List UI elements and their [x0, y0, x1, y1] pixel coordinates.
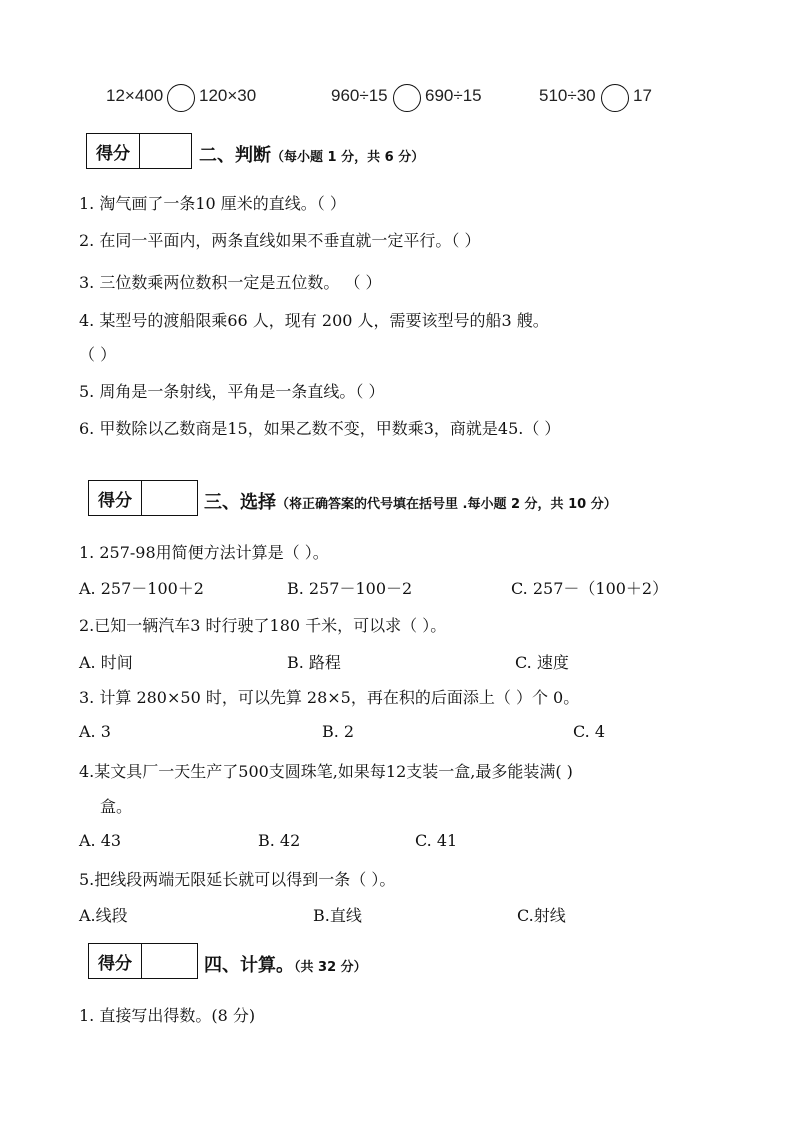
score-label: 得分 — [87, 134, 140, 168]
judge-item-6: 6. 甲数除以乙数商是15，如果乙数不变，甲数乘3，商就是45.（ ） — [79, 419, 561, 438]
choice-q5-stem: 5.把线段两端无限延长就可以得到一条（ ）。 — [79, 870, 396, 889]
judge-item-5: 5. 周角是一条射线，平角是一条直线。（ ） — [79, 382, 385, 401]
comparison-left-1: 12×400 — [106, 86, 164, 105]
score-blank[interactable] — [142, 944, 197, 978]
choice-q4-stem: 4.某文具厂一天生产了500支圆珠笔,如果每12支装一盒,最多能装满( ) — [79, 762, 573, 781]
section4-title: 四、计算。 — [204, 955, 294, 976]
choice-q5-option-b[interactable]: B.直线 — [313, 906, 362, 925]
section4-heading — [204, 951, 367, 977]
choice-q4-stem-cont: 盒。 — [100, 797, 133, 816]
score-label: 得分 — [89, 944, 142, 978]
section2-heading — [199, 141, 424, 167]
choice-q1-stem: 1. 257-98用简便方法计算是（ ）。 — [79, 543, 329, 562]
score-label: 得分 — [89, 481, 142, 515]
calc-item-1: 1. 直接写出得数。(8 分) — [79, 1006, 256, 1025]
judge-item-4-bracket: （ ） — [79, 345, 117, 364]
judge-item-2: 2. 在同一平面内，两条直线如果不垂直就一定平行。（ ） — [79, 231, 481, 250]
choice-q2-option-c[interactable]: C. 速度 — [515, 653, 569, 672]
section3-note: （将正确答案的代号填在括号里 .每小题 2 分，共 10 分） — [276, 497, 617, 512]
score-box-section3 — [88, 480, 198, 516]
choice-q4-option-b[interactable]: B. 42 — [258, 831, 301, 850]
section2-title: 二、判断 — [199, 145, 271, 166]
comparison-left-2: 960÷15 — [331, 86, 388, 105]
score-blank[interactable] — [142, 481, 197, 515]
comparison-right-2: 690÷15 — [425, 86, 482, 105]
comparison-circle-3[interactable] — [601, 84, 629, 112]
judge-item-1: 1. 淘气画了一条10 厘米的直线。（ ） — [79, 194, 346, 213]
comparison-right-3: 17 — [633, 86, 652, 105]
choice-q2-option-a[interactable]: A. 时间 — [79, 653, 133, 672]
score-box-section2 — [86, 133, 192, 169]
choice-q3-option-a[interactable]: A. 3 — [79, 722, 111, 741]
choice-q1-option-c[interactable]: C. 257－（100＋2） — [511, 579, 669, 598]
score-box-section4 — [88, 943, 198, 979]
choice-q1-option-b[interactable]: B. 257－100－2 — [287, 579, 413, 598]
comparison-circle-2[interactable] — [393, 84, 421, 112]
choice-q3-stem: 3. 计算 280×50 时，可以先算 28×5，再在积的后面添上（ ）个 0。 — [79, 688, 580, 707]
comparison-left-3: 510÷30 — [539, 86, 596, 105]
section3-heading — [204, 488, 617, 514]
choice-q1-option-a[interactable]: A. 257－100＋2 — [79, 579, 204, 598]
score-blank[interactable] — [140, 134, 191, 168]
comparison-circle-1[interactable] — [167, 84, 195, 112]
comparison-right-1: 120×30 — [199, 86, 257, 105]
choice-q2-stem: 2.已知一辆汽车3 时行驶了180 千米，可以求（ ）。 — [79, 616, 447, 635]
choice-q2-option-b[interactable]: B. 路程 — [287, 653, 341, 672]
choice-q5-option-c[interactable]: C.射线 — [517, 906, 566, 925]
choice-q3-option-c[interactable]: C. 4 — [573, 722, 606, 741]
judge-item-4: 4. 某型号的渡船限乘66 人，现有 200 人，需要该型号的船3 艘。 — [79, 311, 549, 330]
choice-q3-option-b[interactable]: B. 2 — [322, 722, 355, 741]
choice-q4-option-a[interactable]: A. 43 — [79, 831, 122, 850]
choice-q4-option-c[interactable]: C. 41 — [415, 831, 458, 850]
section4-note: （共 32 分） — [294, 960, 367, 975]
section2-note: （每小题 1 分，共 6 分） — [271, 150, 425, 165]
judge-item-3: 3. 三位数乘两位数积一定是五位数。 （ ） — [79, 273, 382, 292]
choice-q5-option-a[interactable]: A.线段 — [79, 906, 128, 925]
section3-title: 三、选择 — [204, 492, 276, 513]
